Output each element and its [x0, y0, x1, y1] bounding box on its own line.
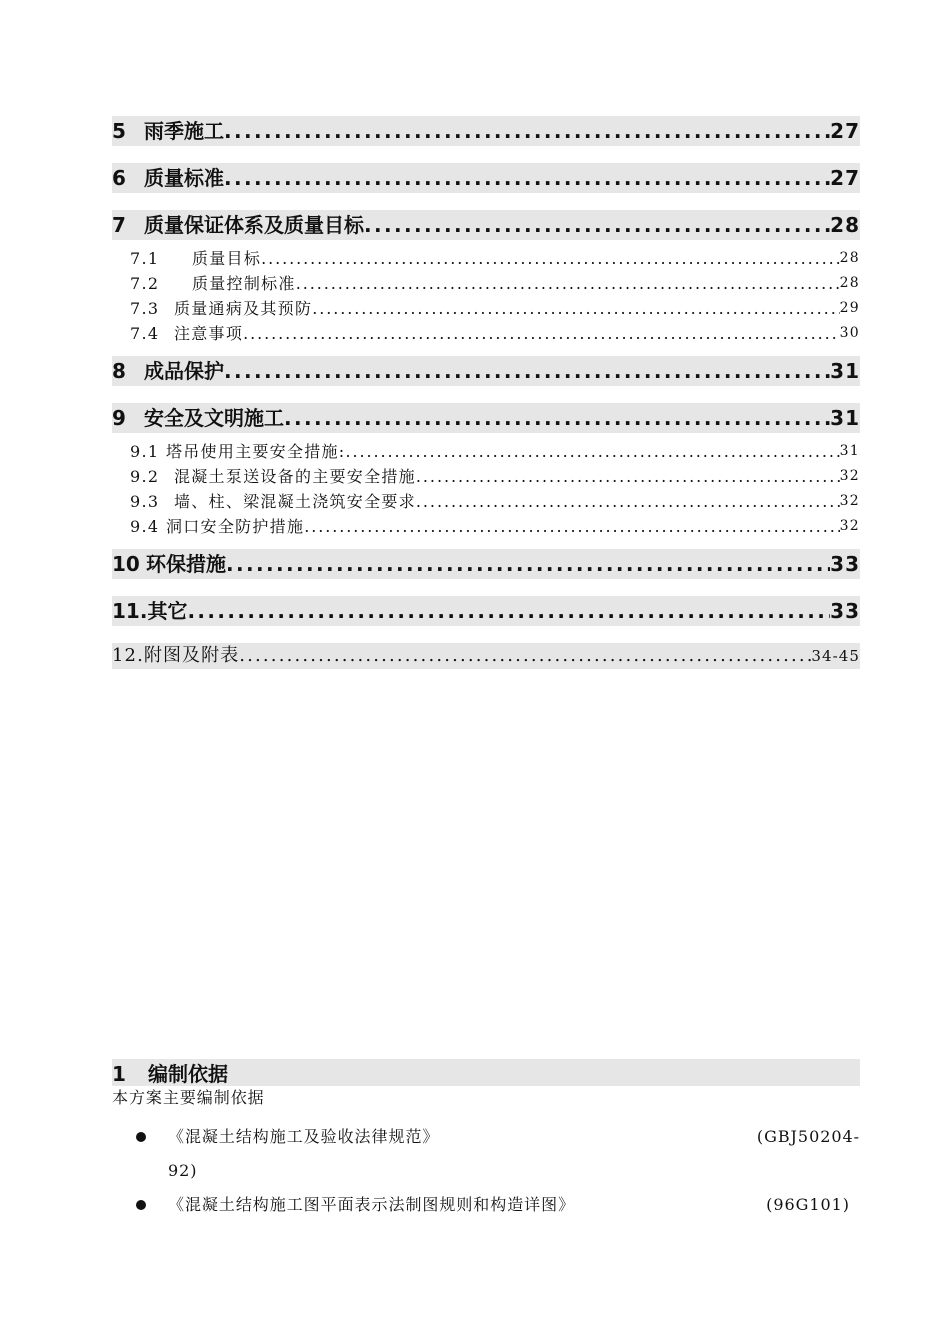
toc-entry-page: 31: [839, 443, 860, 459]
toc-leader-dots: [416, 489, 840, 514]
toc-entry-9-2[interactable]: [112, 464, 860, 489]
toc-entry-title: 附图及附表: [143, 645, 240, 666]
toc-entry-title: 安全及文明施工: [144, 406, 284, 430]
toc-entry-number: 9: [112, 406, 126, 430]
toc-entry-page: 32: [839, 493, 860, 509]
toc-entry-page: 32: [839, 468, 860, 484]
toc-leader-dots: [224, 163, 830, 193]
toc-entry-10[interactable]: [112, 549, 860, 579]
toc-entry-page: 28: [839, 275, 860, 291]
list-item-text: 《混凝土结构施工图平面表示法制图规则和构造详图》: [168, 1195, 576, 1214]
toc-entry-title: 质量保证体系及质量目标: [144, 213, 364, 237]
toc-leader-dots: [304, 514, 839, 539]
toc-leader-dots: [312, 296, 839, 321]
toc-leader-dots: [345, 439, 839, 464]
toc-entry-title: 质量标准: [144, 166, 224, 190]
toc-entry-page: 27: [830, 119, 860, 143]
toc-entry-page: 28: [830, 213, 860, 237]
toc-entry-page: 29: [839, 300, 860, 316]
toc-entry-12[interactable]: [112, 643, 860, 669]
toc-entry-number: 11.: [112, 599, 148, 623]
bullet-icon: [136, 1132, 146, 1142]
toc-leader-dots: [416, 464, 840, 489]
toc-entry-number: 8: [112, 359, 126, 383]
toc-entry-title: 雨季施工: [144, 119, 224, 143]
list-item-code-continued: 92): [168, 1161, 198, 1180]
toc-leader-dots: [243, 321, 840, 346]
toc-entry-page: 31: [830, 359, 860, 383]
list-item-text: 《混凝土结构施工及验收法律规范》: [168, 1127, 440, 1146]
toc-entry-9-3[interactable]: [112, 489, 860, 514]
toc-entry-page: 30: [839, 325, 860, 341]
toc-entry-title: 其它: [147, 599, 188, 623]
toc-entry-9-1[interactable]: [112, 439, 860, 464]
toc-leader-dots: [364, 210, 830, 240]
toc-entry-page: 31: [830, 406, 860, 430]
toc-entry-title: 塔吊使用主要安全措施:: [166, 442, 346, 461]
section-intro: 本方案主要编制依据: [112, 1088, 265, 1107]
toc-entry-9-4[interactable]: [112, 514, 860, 539]
toc-entry-9[interactable]: [112, 403, 860, 433]
toc-entry-number: 9.4: [130, 517, 160, 536]
toc-entry-title: 质量控制标准: [192, 274, 296, 293]
section-compilation-basis: [112, 1059, 860, 1218]
toc-entry-number: 7.2: [130, 274, 160, 293]
toc-leader-dots: [224, 116, 830, 146]
toc-entry-number: 7.4: [130, 324, 160, 343]
bullet-icon: [136, 1200, 146, 1210]
toc-entry-6[interactable]: [112, 163, 860, 193]
toc-entry-number: 7.3: [130, 299, 160, 318]
toc-entry-number: 5: [112, 119, 126, 143]
toc-entry-7-2[interactable]: [112, 271, 860, 296]
toc-entry-title: 墙、柱、梁混凝土浇筑安全要求: [174, 492, 416, 511]
toc-entry-number: 9.1: [130, 442, 160, 461]
toc-entry-number: 9.3: [130, 492, 160, 511]
toc-entry-title: 成品保护: [144, 359, 224, 383]
toc-leader-dots: [226, 549, 830, 579]
toc-entry-number: 7.1: [130, 249, 160, 268]
toc-entry-page: 34-45: [811, 647, 860, 665]
toc-entry-11[interactable]: [112, 596, 860, 626]
table-of-contents: [112, 116, 860, 669]
section-heading: [112, 1059, 860, 1086]
section-number: 1: [112, 1062, 126, 1086]
list-item: [112, 1192, 860, 1218]
toc-entry-title: 质量通病及其预防: [174, 299, 313, 318]
toc-entry-number: 12.: [112, 645, 144, 666]
toc-entry-number: 6: [112, 166, 126, 190]
toc-entry-7[interactable]: [112, 210, 860, 240]
toc-entry-page: 33: [830, 552, 860, 576]
list-item-code: (96G101): [766, 1195, 850, 1214]
toc-leader-dots: [187, 596, 830, 626]
toc-leader-dots: [296, 271, 840, 296]
toc-leader-dots: [284, 403, 830, 433]
toc-entry-8[interactable]: [112, 356, 860, 386]
toc-entry-7-4[interactable]: [112, 321, 860, 346]
list-item: [112, 1124, 860, 1184]
toc-entry-7-1[interactable]: [112, 246, 860, 271]
toc-leader-dots: [239, 643, 811, 669]
basis-list: [112, 1124, 860, 1218]
toc-entry-page: 28: [839, 250, 860, 266]
toc-entry-page: 33: [830, 599, 860, 623]
toc-entry-title: 洞口安全防护措施: [166, 517, 305, 536]
toc-entry-page: 32: [839, 518, 860, 534]
toc-entry-5[interactable]: [112, 116, 860, 146]
toc-entry-title: 环保措施: [146, 552, 226, 576]
toc-entry-7-3[interactable]: [112, 296, 860, 321]
toc-entry-title: 注意事项: [174, 324, 244, 343]
toc-entry-title: 质量目标: [192, 249, 262, 268]
toc-entry-number: 9.2: [130, 467, 160, 486]
toc-leader-dots: [224, 356, 830, 386]
toc-leader-dots: [261, 246, 840, 271]
list-item-code: (GBJ50204-: [756, 1127, 860, 1146]
section-title: 编制依据: [148, 1062, 228, 1086]
toc-entry-page: 27: [830, 166, 860, 190]
toc-entry-number: 7: [112, 213, 126, 237]
toc-entry-number: 10: [112, 552, 140, 576]
toc-entry-title: 混凝土泵送设备的主要安全措施: [174, 467, 416, 486]
